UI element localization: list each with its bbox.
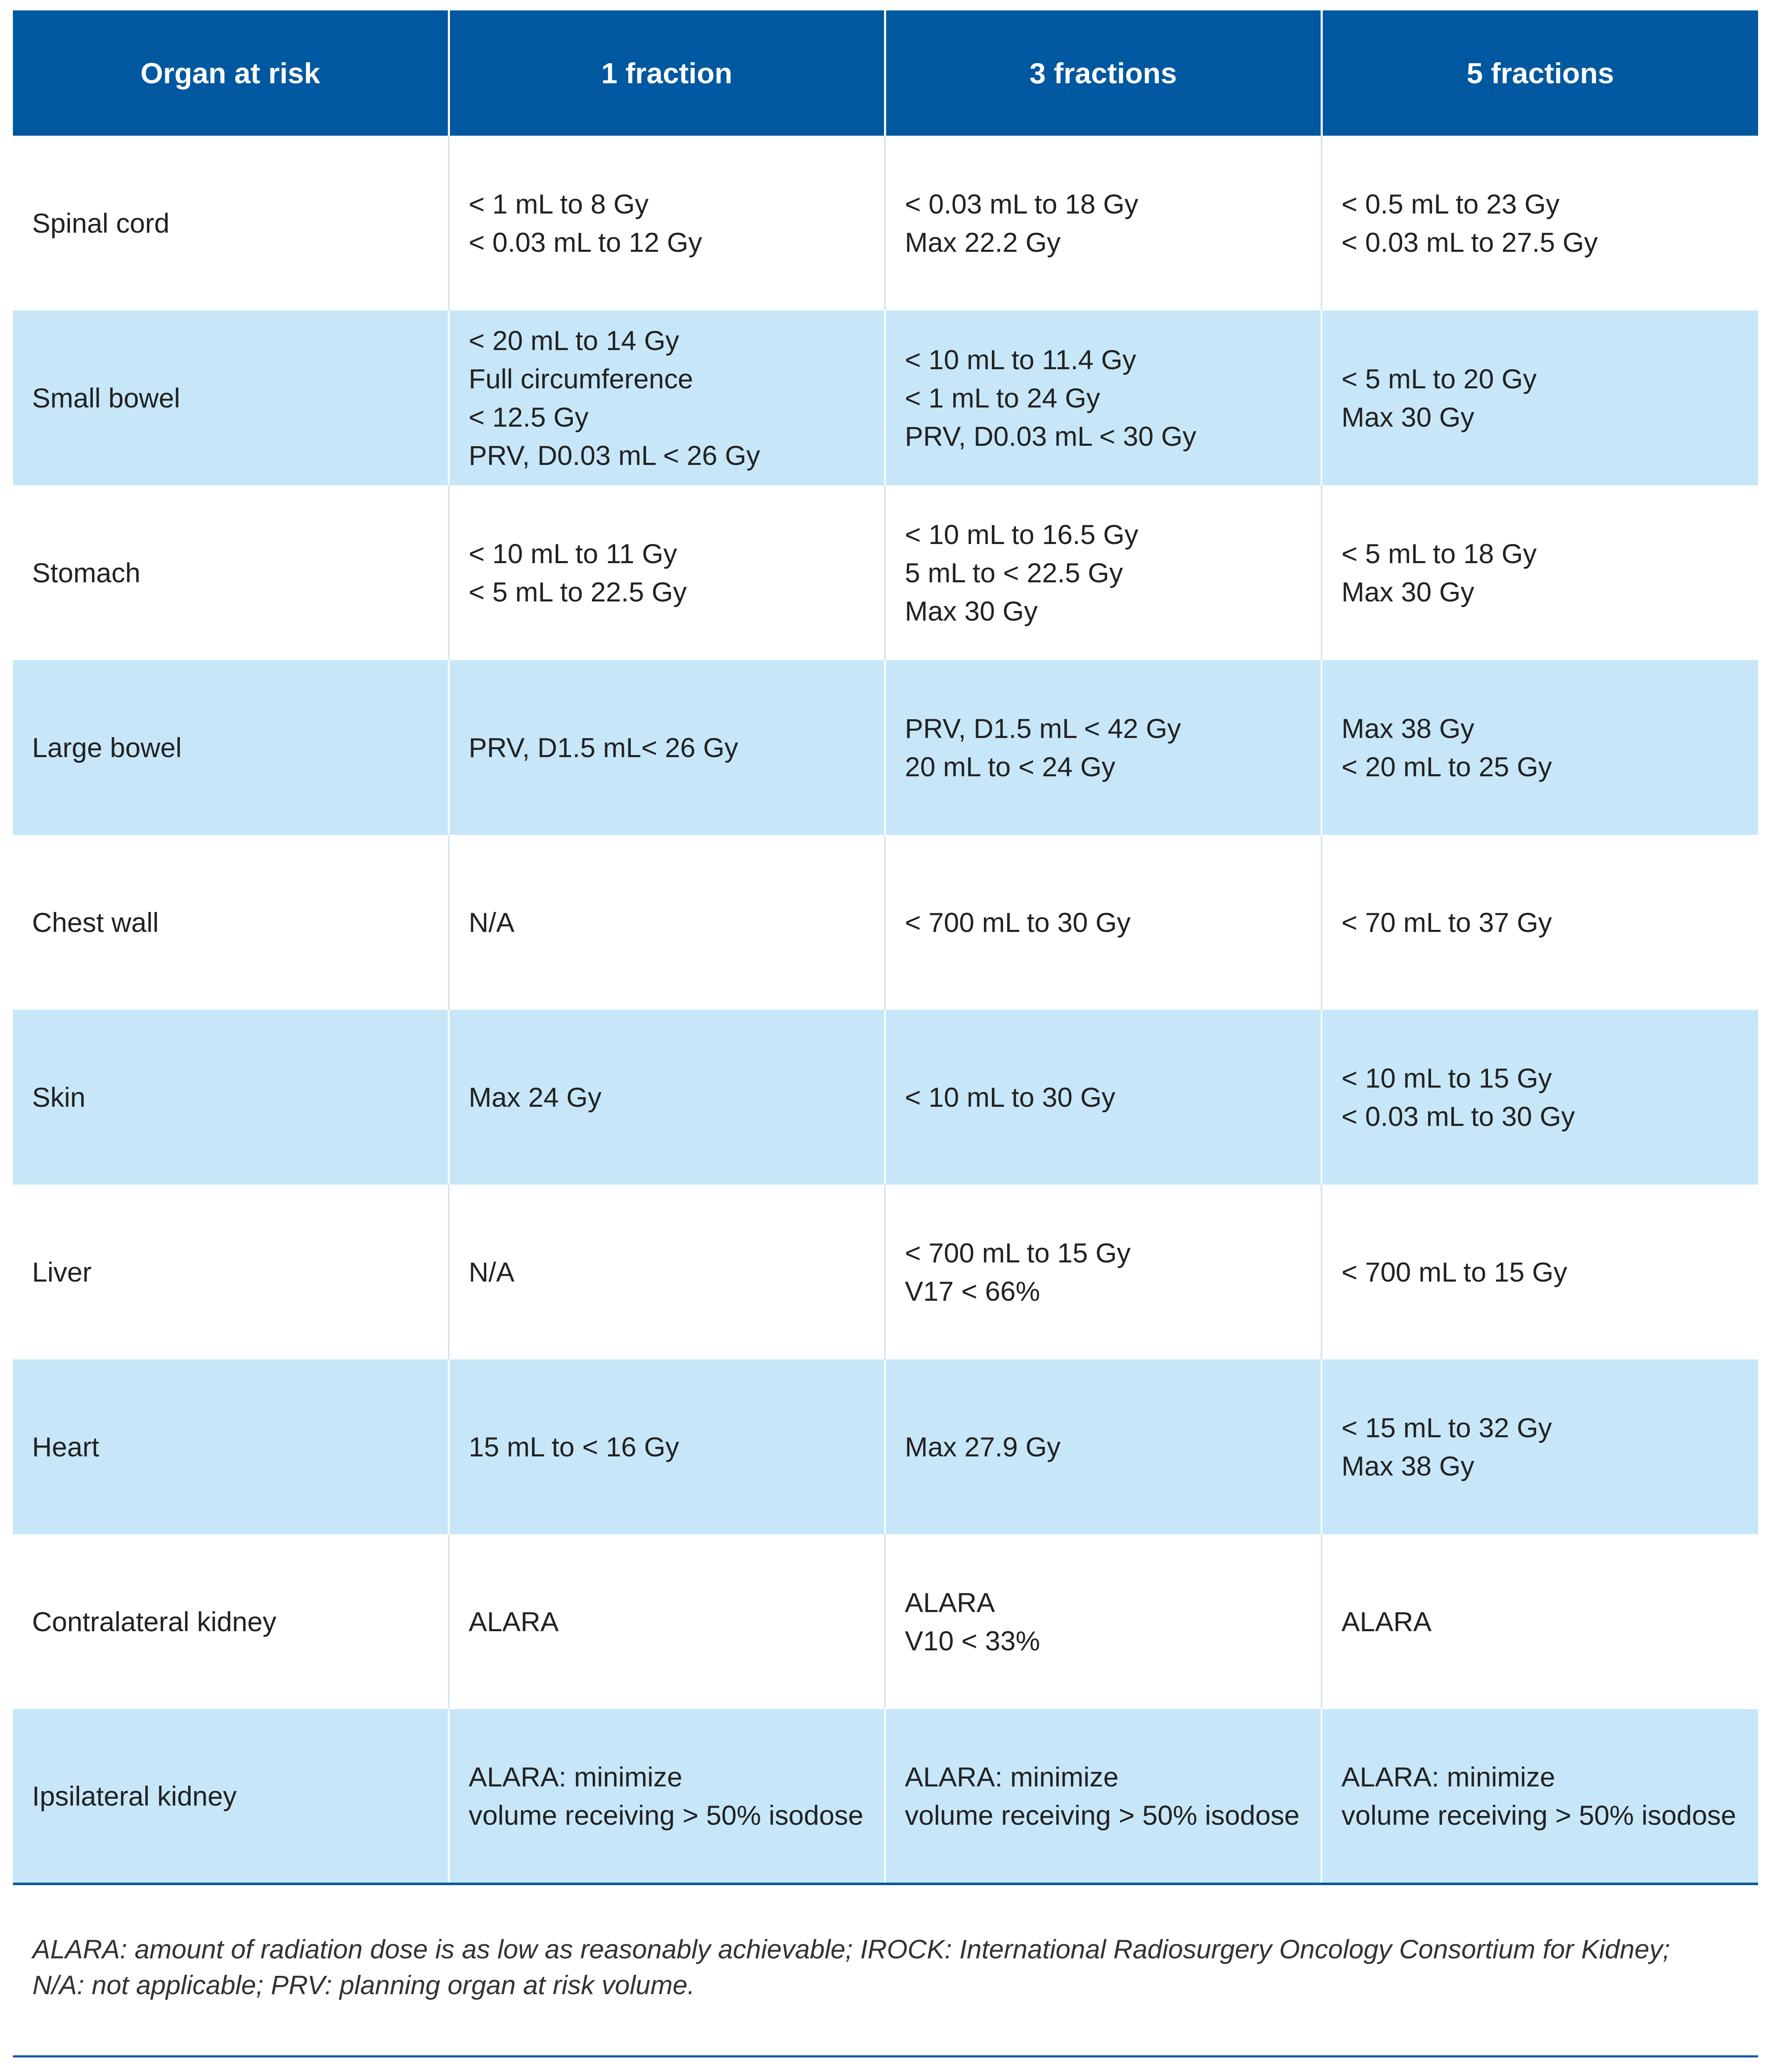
3-fractions-cell xyxy=(885,136,1321,311)
constraint-line: < 10 mL to 16.5 Gy xyxy=(905,519,1138,550)
constraint-line: < 15 mL to 32 Gy xyxy=(1341,1412,1552,1443)
table-row xyxy=(13,1010,1758,1185)
table-header xyxy=(13,10,1758,136)
5-fractions-cell xyxy=(1321,1534,1758,1709)
constraint-line: < 1 mL to 24 Gy xyxy=(905,383,1100,413)
3-fractions-cell xyxy=(885,485,1321,660)
1-fraction-cell xyxy=(449,1185,885,1359)
bottom-divider xyxy=(13,2055,1758,2057)
organ-cell: Heart xyxy=(13,1359,449,1534)
constraint-line: < 0.03 mL to 30 Gy xyxy=(1341,1101,1575,1132)
1-fraction-cell xyxy=(449,835,885,1010)
1-fraction-cell xyxy=(449,1534,885,1709)
5-fractions-cell xyxy=(1321,1010,1758,1185)
header-3-fractions: 3 fractions xyxy=(885,10,1321,136)
organ-cell: Stomach xyxy=(13,485,449,660)
constraint-line: Max 24 Gy xyxy=(469,1082,602,1113)
constraint-line: 20 mL to < 24 Gy xyxy=(905,751,1115,782)
organ-cell: Large bowel xyxy=(13,660,449,835)
1-fraction-cell xyxy=(449,311,885,485)
5-fractions-cell xyxy=(1321,1359,1758,1534)
header-row xyxy=(13,10,1758,136)
organ-cell: Liver xyxy=(13,1185,449,1359)
constraint-line: Max 30 Gy xyxy=(905,596,1038,626)
5-fractions-cell xyxy=(1321,1185,1758,1359)
5-fractions-cell xyxy=(1321,311,1758,485)
organ-cell: Contralateral kidney xyxy=(13,1534,449,1709)
1-fraction-cell xyxy=(449,1359,885,1534)
constraint-line: ALARA: minimize xyxy=(905,1761,1119,1792)
constraint-line: < 0.03 mL to 27.5 Gy xyxy=(1341,227,1598,258)
table-row xyxy=(13,1359,1758,1534)
dose-constraints-table xyxy=(13,10,1758,1885)
table-row xyxy=(13,1534,1758,1709)
constraint-line: < 700 mL to 15 Gy xyxy=(905,1237,1131,1268)
constraint-line: volume receiving > 50% isodose xyxy=(905,1799,1300,1831)
constraint-line: volume receiving > 50% isodose xyxy=(1341,1799,1736,1831)
5-fractions-cell xyxy=(1321,1709,1758,1884)
table-row xyxy=(13,136,1758,311)
organ-cell: Spinal cord xyxy=(13,136,449,311)
constraint-line: < 0.03 mL to 12 Gy xyxy=(469,227,702,258)
constraint-line: < 5 mL to 20 Gy xyxy=(1341,363,1537,394)
constraint-line: < 10 mL to 11.4 Gy xyxy=(905,344,1136,375)
3-fractions-cell xyxy=(885,1010,1321,1185)
1-fraction-cell xyxy=(449,485,885,660)
1-fraction-cell xyxy=(449,136,885,311)
constraint-line: Max 27.9 Gy xyxy=(905,1431,1061,1462)
constraint-line: N/A xyxy=(469,1257,515,1287)
3-fractions-cell xyxy=(885,660,1321,835)
5-fractions-cell xyxy=(1321,485,1758,660)
constraint-line: PRV, D1.5 mL < 42 Gy xyxy=(905,713,1181,744)
constraint-line: V10 < 33% xyxy=(905,1625,1040,1656)
constraint-line: < 20 mL to 25 Gy xyxy=(1341,751,1552,782)
1-fraction-cell xyxy=(449,660,885,835)
footnote-line-1: ALARA: amount of radiation dose is as low as reasonably achievable; IROCK: International Radiosurgery Oncology Consortium for Kidney; xyxy=(32,1934,1670,1964)
constraint-line: < 20 mL to 14 Gy xyxy=(469,325,679,356)
3-fractions-cell xyxy=(885,835,1321,1010)
table-row xyxy=(13,1709,1758,1884)
organ-cell: Chest wall xyxy=(13,835,449,1010)
1-fraction-cell xyxy=(449,1709,885,1884)
constraint-line: PRV, D1.5 mL< 26 Gy xyxy=(469,732,738,763)
constraint-line: PRV, D0.03 mL < 30 Gy xyxy=(905,421,1197,452)
constraint-line: < 700 mL to 15 Gy xyxy=(1341,1257,1567,1287)
constraint-line: Max 30 Gy xyxy=(1341,576,1475,607)
constraint-line: ALARA xyxy=(469,1606,559,1637)
constraint-line: < 1 mL to 8 Gy xyxy=(469,189,649,219)
3-fractions-cell xyxy=(885,1359,1321,1534)
1-fraction-cell xyxy=(449,1010,885,1185)
5-fractions-cell xyxy=(1321,660,1758,835)
constraint-line: < 700 mL to 30 Gy xyxy=(905,907,1131,938)
5-fractions-cell xyxy=(1321,835,1758,1010)
constraint-line: ALARA: minimize xyxy=(1341,1761,1555,1792)
constraint-line: < 0.5 mL to 23 Gy xyxy=(1341,189,1560,219)
constraint-line: < 5 mL to 22.5 Gy xyxy=(469,576,687,607)
constraint-line: PRV, D0.03 mL < 26 Gy xyxy=(469,440,760,471)
constraint-line: Max 38 Gy xyxy=(1341,713,1475,744)
table-row xyxy=(13,660,1758,835)
3-fractions-cell xyxy=(885,1534,1321,1709)
organ-cell: Skin xyxy=(13,1010,449,1185)
constraint-line: ALARA xyxy=(905,1587,995,1618)
table-row xyxy=(13,311,1758,485)
constraint-line: V17 < 66% xyxy=(905,1276,1040,1307)
constraint-line: < 0.03 mL to 18 Gy xyxy=(905,189,1138,219)
constraint-line: Max 30 Gy xyxy=(1341,402,1475,432)
constraint-line: Full circumference xyxy=(469,363,693,394)
table-row xyxy=(13,485,1758,660)
organ-cell: Small bowel xyxy=(13,311,449,485)
constraint-line: < 10 mL to 11 Gy xyxy=(469,538,677,569)
footnote-line-2: N/A: not applicable; PRV: planning organ at risk volume. xyxy=(32,1970,695,2000)
organ-cell: Ipsilateral kidney xyxy=(13,1709,449,1884)
3-fractions-cell xyxy=(885,1185,1321,1359)
header-5-fractions: 5 fractions xyxy=(1321,10,1758,136)
constraint-line: < 12.5 Gy xyxy=(469,402,589,432)
constraint-line: N/A xyxy=(469,907,515,938)
constraint-line: < 10 mL to 15 Gy xyxy=(1341,1063,1552,1093)
constraint-line: 15 mL to < 16 Gy xyxy=(469,1431,679,1462)
constraint-line: Max 22.2 Gy xyxy=(905,227,1061,258)
table-row xyxy=(13,835,1758,1010)
constraint-line: volume receiving > 50% isodose xyxy=(469,1799,864,1831)
constraint-line: < 70 mL to 37 Gy xyxy=(1341,907,1552,938)
dose-constraints-table-container xyxy=(13,10,1758,1885)
table-body xyxy=(13,136,1758,1884)
constraint-line: Max 38 Gy xyxy=(1341,1451,1475,1481)
constraint-line: ALARA: minimize xyxy=(469,1761,683,1792)
constraint-line: < 5 mL to 18 Gy xyxy=(1341,538,1537,569)
header-organ-at-risk: Organ at risk xyxy=(13,10,449,136)
constraint-line: ALARA xyxy=(1341,1606,1432,1637)
header-1-fraction: 1 fraction xyxy=(449,10,885,136)
table-row xyxy=(13,1185,1758,1359)
constraint-line: < 10 mL to 30 Gy xyxy=(905,1082,1115,1113)
5-fractions-cell xyxy=(1321,136,1758,311)
constraint-line: 5 mL to < 22.5 Gy xyxy=(905,557,1123,588)
3-fractions-cell xyxy=(885,311,1321,485)
table-footnote xyxy=(32,1931,1739,2003)
3-fractions-cell xyxy=(885,1709,1321,1884)
